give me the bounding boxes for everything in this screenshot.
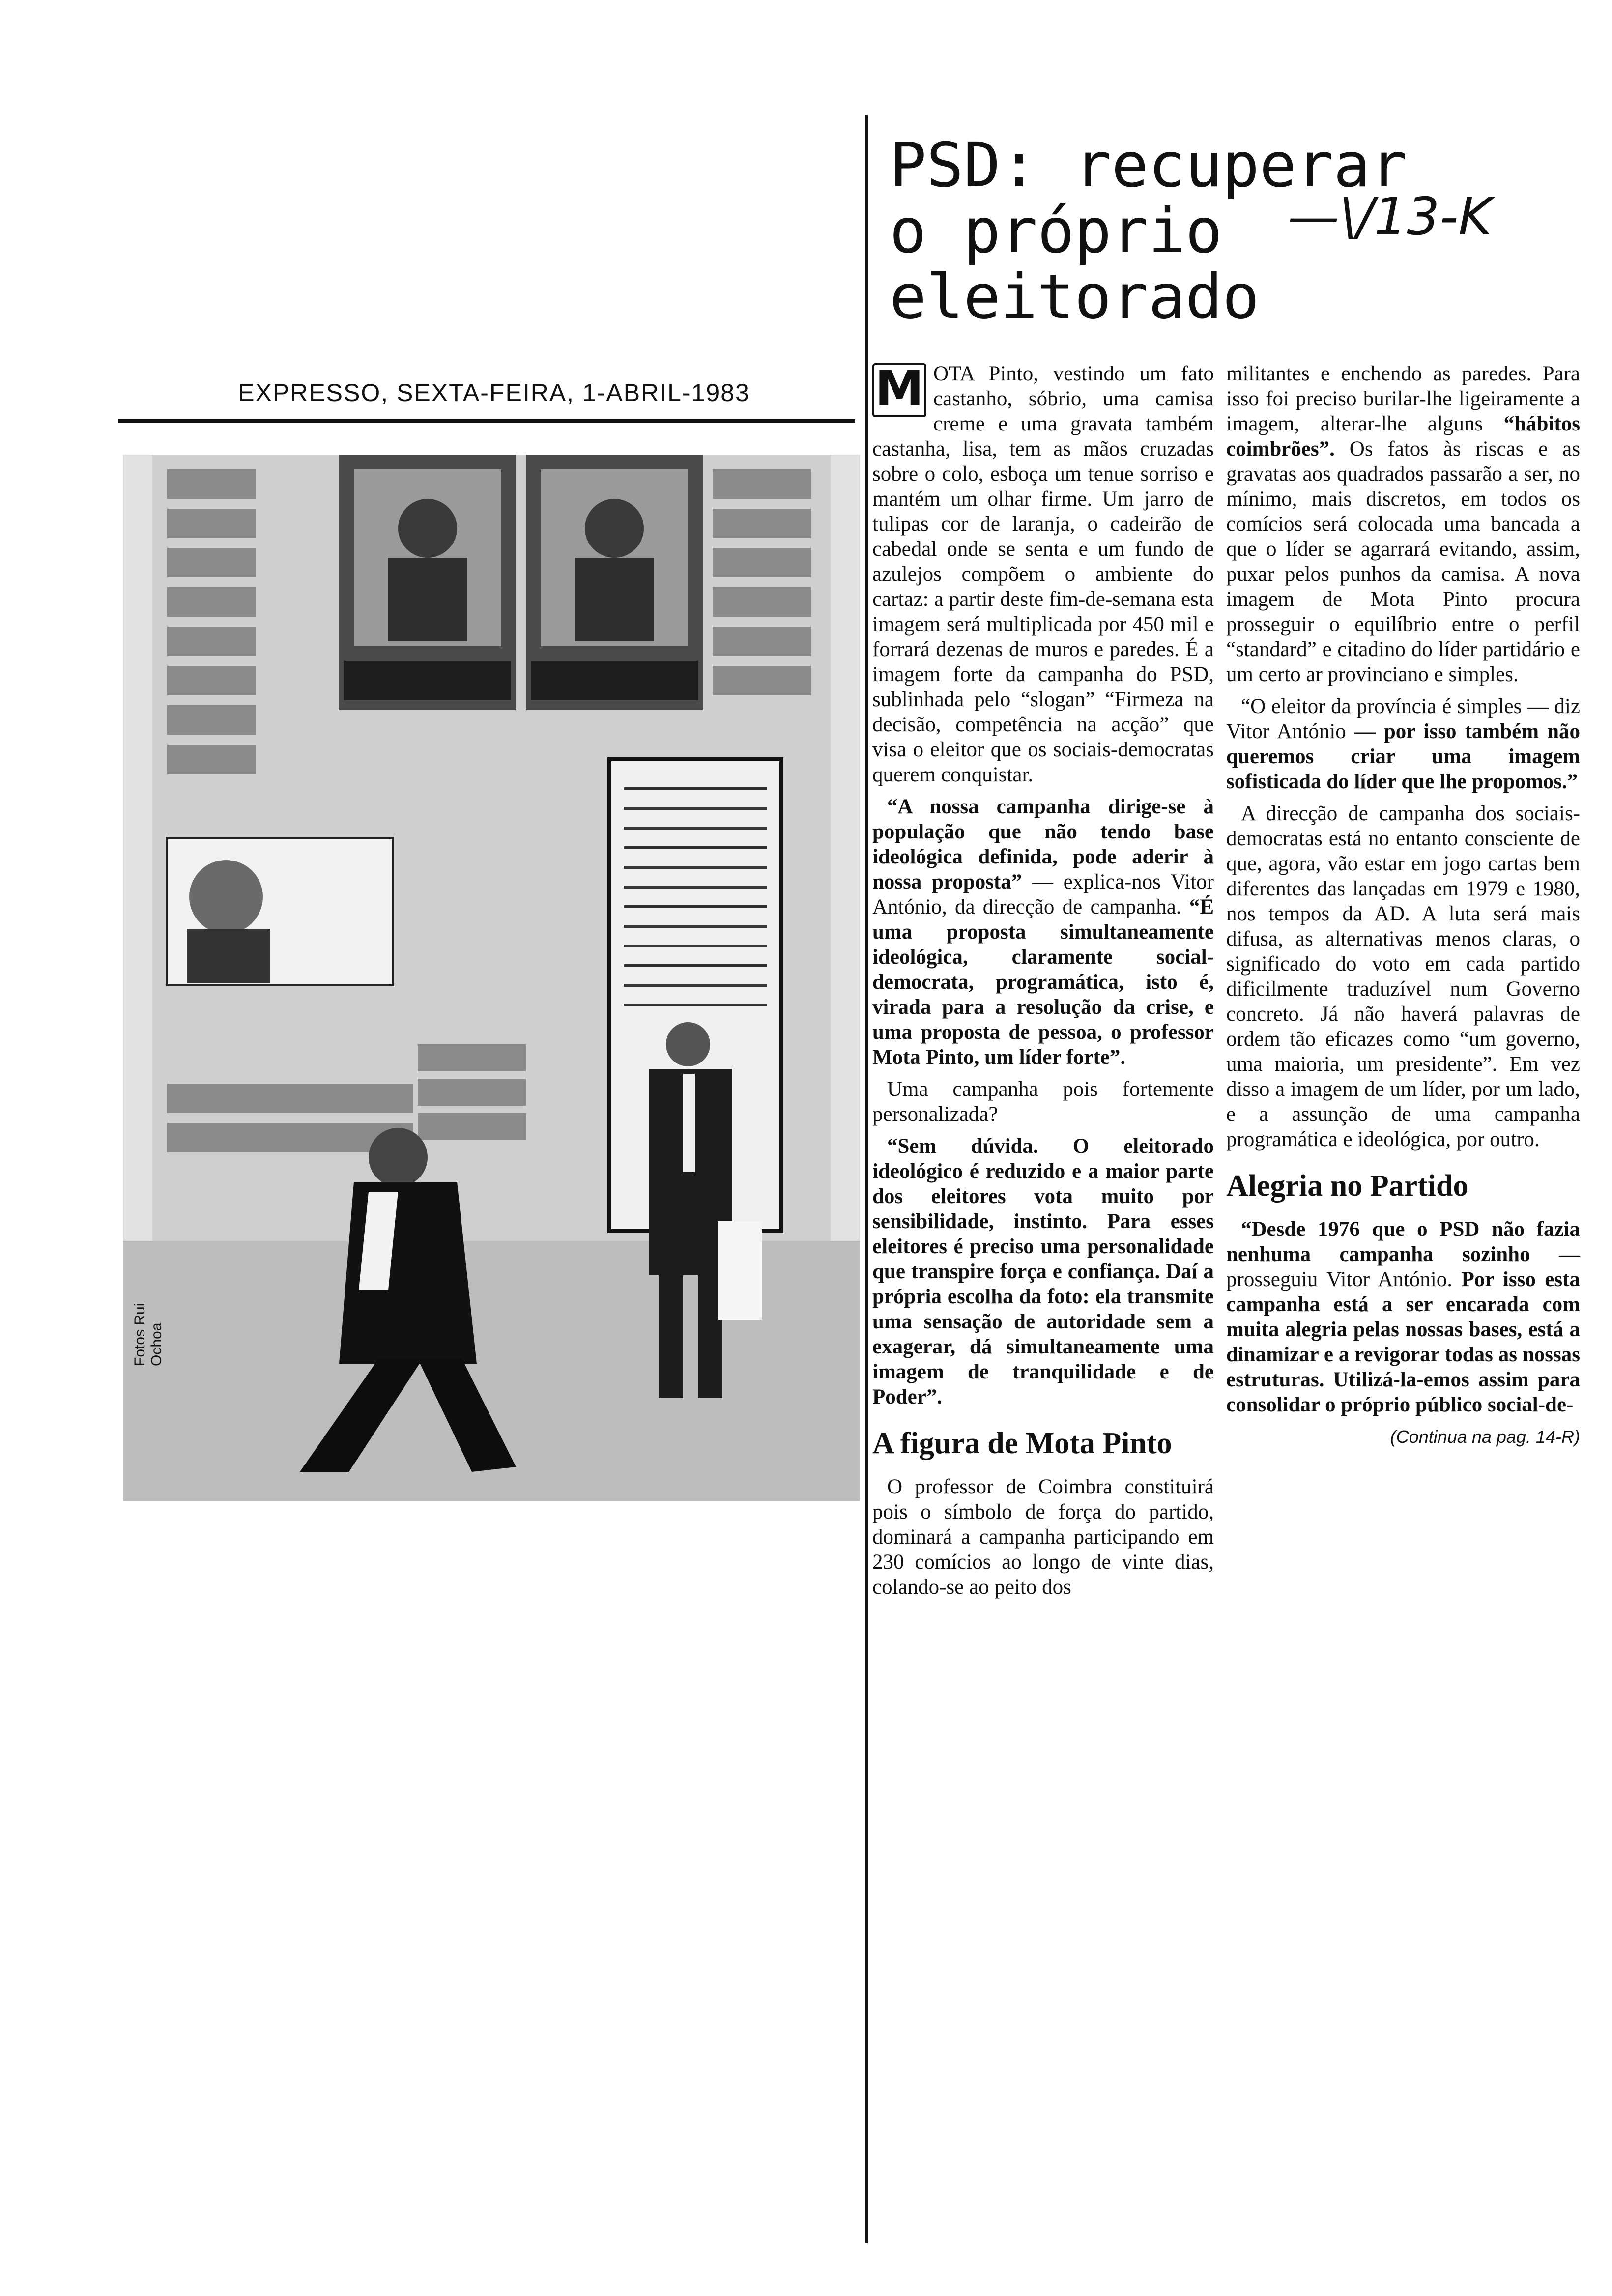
subhead-alegria: Alegria no Partido bbox=[1226, 1169, 1468, 1203]
paragraph-militantes bbox=[1226, 361, 1580, 687]
paragraph-question: Uma campanha pois fortemente personalizada? bbox=[872, 1078, 1214, 1126]
paragraph-professor: O professor de Coimbra constituirá pois o símbolo de força do partido, dominará a campanha participando em 230 comícios ao longo de vinte dias, colando-se ao peito dos bbox=[872, 1475, 1214, 1599]
paragraph-quote-2: “Sem dúvida. O eleitorado ideológico é reduzido e a maior parte dos eleitores vota muito por sensibilidade, instinto. Para esses eleitores é preciso uma personalidade que transpire força e confiança. Daí a própria escolha da foto: ela transmite uma sensação de autoridade sem a exagerar, dá simultaneamente uma imagem de tranquilidade e de Poder”. bbox=[872, 1135, 1214, 1408]
eleitor-quote: — por isso também não queremos criar uma imagem sofisticada do líder que lhe propomos.” bbox=[1226, 720, 1580, 793]
photo-illustration bbox=[123, 455, 860, 1501]
desde-attribution: — prosseguiu Vitor António. bbox=[1226, 1243, 1581, 1291]
masthead-rule bbox=[118, 419, 855, 423]
article-column-1 bbox=[872, 361, 1214, 1607]
eleitor-text: “O eleitor da província é simples — diz Vitor António bbox=[1226, 695, 1580, 743]
paragraph-direccao: A direcção de campanha dos sociais-democratas está no entanto consciente de que, agora, vão estar em jogo cartas bem diferentes das lançadas em 1979 e 1980, nos tempos da AD. A luta será mais difusa, as alternativas menos claras, o significado do voto em cada partido dificilmente traduzível num Governo concreto. Já não haverá palavras de ordem tão eficazes como “um governo, uma maioria, um presidente”. Em vez disso a imagem de um líder, por um lado, e a assunção de uma campanha programática e ideológica, por outro. bbox=[1226, 802, 1580, 1151]
campaign-poster-right bbox=[526, 455, 703, 710]
handwritten-note: —\/13-K bbox=[1288, 187, 1493, 247]
headline-line-3: eleitorado bbox=[890, 261, 1260, 333]
photo-credit: Fotos Rui Ochoa bbox=[132, 1303, 165, 1366]
headline-line-1: PSD: recuperar bbox=[890, 130, 1408, 201]
desde-quote-2: Por isso esta campanha está a ser encarada com muita alegria pelas nossas bases, está a dinamizar e a revigorar todas as nossas estruturas. Utilizá-la-emos assim para consolidar o próprio público social-de- bbox=[1226, 1268, 1580, 1416]
paragraph-quote-1 bbox=[872, 794, 1214, 1070]
headline-line-2: o próprio bbox=[890, 195, 1223, 267]
lead-text: OTA Pinto, vestindo um fato castanho, sóbrio, uma camisa creme e uma gravata também castanha, lisa, tem as mãos cruzadas sobre o colo, esboça um tenue sorriso e mantém um olhar firme. Um jarro de tulipas cor de laranja, o cadeirão de cabedal onde se senta e um fundo de azulejos compõem o ambiente do cartaz: a partir deste fim-de-semana esta imagem será multiplicada por 450 mil e forrará dezenas de muros e paredes. É a imagem forte da campanha do PSD, sublinhada pelo “slogan” “Firmeza na decisão, competência na acção” que visa o eleitor que os sociais-democratas querem conquistar. bbox=[872, 362, 1214, 786]
column-divider bbox=[865, 115, 868, 2243]
masthead: EXPRESSO, SEXTA-FEIRA, 1-ABRIL-1983 bbox=[238, 379, 750, 406]
article-column-2 bbox=[1226, 361, 1580, 1449]
militantes-text-2: Os fatos às riscas e as gravatas aos quadrados passarão a ser, no mínimo, mais discretos, em todos os comícios será colocada uma bancada a que o líder se agarrará evitando, assim, puxar pelos punhos da camisa. A nova imagem de Mota Pinto procura prosseguir o equilíbrio entre o perfil “standard” e citadino do líder partidário e um certo ar provinciano e simples. bbox=[1226, 437, 1580, 686]
continued-note: (Continua na pag. 14-R) bbox=[1390, 1427, 1580, 1447]
attribution-text: — explica-nos Vitor António, da direcção de campanha. bbox=[872, 870, 1214, 918]
campaign-poster-left bbox=[339, 455, 516, 710]
militantes-text: militantes e enchendo as paredes. Para isso foi preciso burilar-lhe ligeiramente a imagem, alterar-lhe alguns bbox=[1226, 362, 1580, 435]
quote-text: “A nossa campanha dirige-se à população que não tendo base ideológica definida, pode aderir à nossa proposta” bbox=[872, 795, 1214, 893]
lead-paragraph bbox=[872, 361, 1214, 787]
desde-quote: “Desde 1976 que o PSD não fazia nenhuma campanha sozinho bbox=[1226, 1218, 1580, 1266]
portrait-poster bbox=[167, 838, 393, 985]
street-photo bbox=[123, 455, 860, 1501]
drop-cap: M bbox=[872, 363, 926, 417]
quote-text-2: “É uma proposta simultaneamente ideológica, claramente social-democrata, programática, isto é, virada para a resolução da crise, e uma proposta de pessoa, o professor Mota Pinto, um líder forte”. bbox=[872, 895, 1214, 1069]
paragraph-eleitor bbox=[1226, 694, 1580, 794]
subhead-figura: A figura de Mota Pinto bbox=[872, 1427, 1172, 1460]
habitos-text: “hábitos coimbrões”. bbox=[1226, 412, 1580, 460]
paragraph-desde-1976 bbox=[1226, 1217, 1580, 1417]
